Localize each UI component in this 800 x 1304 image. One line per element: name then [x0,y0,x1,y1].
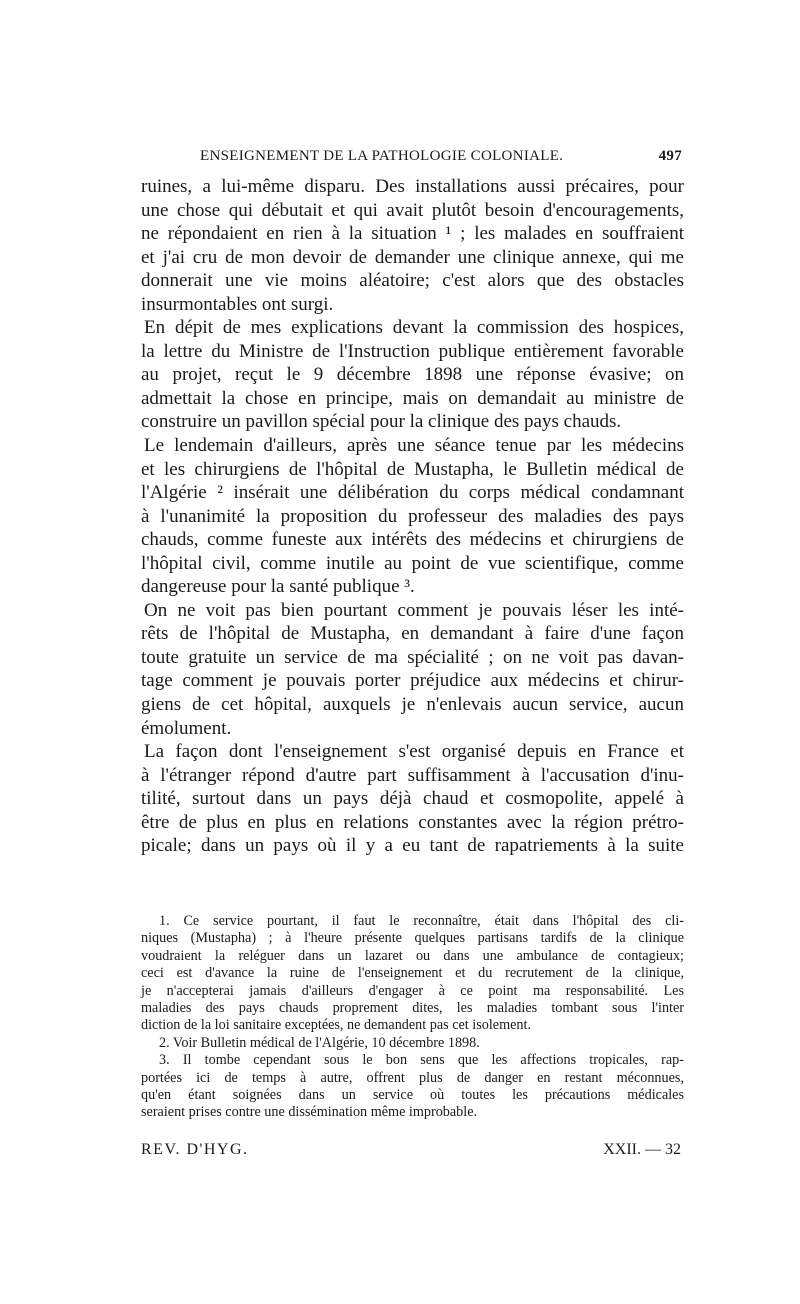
text-line: tage comment je pouvais porter préjudice aux médecins et chirur- [141,670,684,692]
running-title: ENSEIGNEMENT DE LA PATHOLOGIE COLONIALE. [200,148,564,164]
footnotes [141,913,684,1122]
text-line: On ne voit pas bien pourtant comment je pouvais léser les inté- [144,599,684,621]
paragraph [141,434,684,599]
text-line: chauds, comme funeste aux intérêts des médecins et chirurgiens de [141,529,684,551]
footnote-line: maladies des pays chauds proprement dites, les maladies tombant sous l'inter [141,1000,684,1017]
text-line: Le lendemain d'ailleurs, après une séance tenue par les médecins [144,435,684,457]
text-line: dangereuse pour la santé publique ³. [141,576,415,598]
footnote-line: 2. Voir Bulletin médical de l'Algérie, 10 décembre 1898. [159,1034,480,1051]
text-line: émolument. [141,717,232,739]
text-line: La façon dont l'enseignement s'est organisé depuis en France et [144,741,684,763]
footnote-line: voudraient la reléguer dans un lazaret ou dans une ambulance de contagieux; [141,947,684,964]
footnote [141,1052,684,1122]
text-line: toute gratuite un service de ma spécialité ; on ne voit pas davan- [141,646,684,668]
footnote-line: seraient prises contre une dissémination même improbable. [141,1104,478,1121]
text-line: et j'ai cru de mon devoir de demander une clinique annexe, qui me [141,246,684,268]
text-line: ruines, a lui-même disparu. Des installations aussi précaires, pour [141,176,684,197]
main-text [141,175,684,858]
text-line: être de plus en plus en relations constantes avec la région prétro- [141,811,684,833]
text-line: une chose qui débutait et qui avait plutôt besoin d'encouragements, [141,199,684,221]
text-line: à l'étranger répond d'autre part suffisamment à l'accusation d'inu- [141,764,684,786]
text-line: au projet, reçut le 9 décembre 1898 une réponse évasive; on [141,364,684,386]
text-line: admettait la chose en principe, mais on demandait au ministre de [141,387,684,409]
text-line: ne répondaient en rien à la situation ¹ ; les malades en souffraient [141,223,684,245]
footnote-line: ceci est d'avance la ruine de l'enseignement et du recrutement de la clinique, [141,965,684,982]
text-line: et les chirurgiens de l'hôpital de Mustapha, le Bulletin médical de [141,458,684,480]
footnote-line: qu'en étant soignées dans un service où toutes les précautions médicales [141,1087,684,1104]
paragraph [141,599,684,740]
text-line: tilité, surtout dans un pays déjà chaud et cosmopolite, appelé à [141,788,684,810]
paragraph [141,316,684,434]
footnote-line: niques (Mustapha) ; à l'heure présente quelques partisans tardifs de la clinique [141,930,684,947]
text-line: picale; dans un pays où il y a eu tant de rapatriements à la suite [141,835,684,857]
text-line: rêts de l'hôpital de Mustapha, en demandant à faire d'une façon [141,623,684,645]
text-line: giens de cet hôpital, auxquels je n'enlevais aucun service, aucun [141,694,684,716]
text-line: donnerait une vie moins aléatoire; c'est alors que des obstacles [141,270,684,292]
text-line: à l'unanimité la proposition du professeur des maladies des pays [141,505,684,527]
footnote-line: 1. Ce service pourtant, il faut le reconnaître, était dans l'hôpital des cli- [159,913,684,929]
footnote-line: diction de la loi sanitaire exceptées, ne demandent pas cet isolement. [141,1017,532,1034]
footnote [141,1035,684,1052]
page-number: 497 [658,148,682,164]
running-header [200,148,690,170]
text-line: l'hôpital civil, comme inutile au point de vue scientifique, comme [141,552,684,574]
text-line: insurmontables ont surgi. [141,293,334,315]
text-line: la lettre du Ministre de l'Instruction publique entièrement favorable [141,340,684,362]
footnote-line: portées ici de temps à autre, offrent plus de danger en restant méconnues, [141,1069,684,1086]
footnote [141,913,684,1035]
journal-abbreviation: REV. D'HYG. [141,1141,249,1158]
paragraph [141,740,684,858]
footnote-line: je n'accepterai jamais d'ailleurs d'engager à ce point ma responsabilité. Les [141,982,684,999]
text-line: construire un pavillon spécial pour la clinique des pays chauds. [141,411,622,433]
footnote-line: 3. Il tombe cependant sous le bon sens que les affections tropicales, rap- [159,1052,684,1069]
signature-mark: XXII. — 32 [603,1141,681,1158]
text-line: l'Algérie ² insérait une délibération du corps médical condamnant [141,482,684,504]
text-line: En dépit de mes explications devant la commission des hospices, [144,317,684,339]
paragraph [141,175,684,316]
signature-footer [141,1141,681,1165]
